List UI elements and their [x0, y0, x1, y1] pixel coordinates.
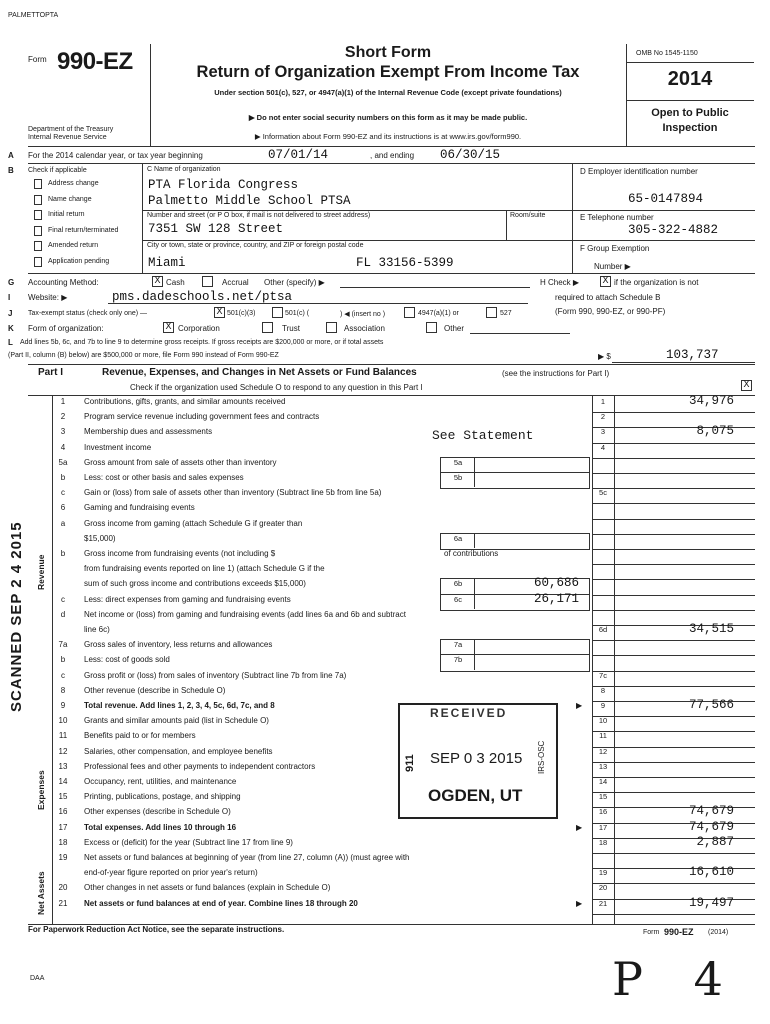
line-h-text: H Check ▶ — [540, 278, 580, 287]
row-description: Gross income from gaming (attach Schedule G if greater than — [84, 518, 303, 528]
received-stamp-city: OGDEN, UT — [428, 786, 523, 805]
ein-value: 65-0147894 — [628, 192, 704, 206]
status-4947-checkbox[interactable] — [404, 307, 415, 318]
row-number: 21 — [58, 898, 68, 908]
row-description: Total revenue. Add lines 1, 2, 3, 4, 5c, 6d, 7c, and 8 — [84, 701, 275, 710]
section-b-heading: Check if applicable — [28, 167, 87, 174]
row-number: 1 — [60, 397, 66, 406]
row-amount: 2,887 — [696, 834, 734, 849]
row-description: Program service revenue including government fees and contracts — [84, 412, 320, 422]
row-description: Net income or (loss) from gaming and fundraising events (add lines 6a and 6b and subtract — [84, 609, 406, 619]
row-description: Less: cost of goods sold — [84, 655, 170, 665]
row-description: Gross sales of inventory, less returns and allowances — [84, 640, 273, 650]
expenses-side-label: Expenses — [36, 770, 46, 810]
inner-box-number: 6b — [453, 579, 463, 589]
row-box-number: 8 — [600, 685, 606, 695]
row-description: Less: cost or other basis and sales expenses — [84, 473, 244, 482]
row-box-number: 18 — [598, 837, 608, 847]
section-b-checkbox[interactable] — [34, 210, 42, 220]
section-b-checkbox[interactable] — [34, 179, 42, 189]
row-number: 10 — [58, 716, 68, 726]
gross-receipts-amount: 103,737 — [666, 348, 719, 362]
row-box-number: 5c — [599, 488, 607, 498]
status-527-checkbox[interactable] — [486, 307, 497, 318]
other-org-checkbox[interactable] — [426, 322, 437, 333]
row-box-number: 1 — [600, 397, 606, 406]
line-a-mid: , and ending — [370, 151, 415, 160]
inner-amount: 26,171 — [534, 591, 580, 606]
row-description: Benefits paid to or for members — [84, 731, 196, 741]
row-description: Gross amount from sale of assets other than inventory — [84, 457, 277, 467]
section-b-checkbox[interactable] — [34, 257, 42, 267]
row-description: Salaries, other compensation, and employee benefits — [84, 746, 273, 756]
row-box-number: 3 — [600, 427, 606, 437]
row-number: 14 — [58, 777, 68, 786]
row-description: Grants and similar amounts paid (list in Schedule O) — [84, 716, 269, 726]
row-box-number: 6d — [598, 625, 608, 634]
row-box-number: 21 — [598, 898, 608, 908]
row-description: Investment income — [84, 442, 152, 452]
city-label: City or town, state or province, country, and ZIP or foreign postal code — [147, 242, 364, 249]
state-zip: FL 33156-5399 — [356, 256, 454, 270]
line-l-text2: (Part II, column (B) below) are $500,000 or more, file Form 990 instead of Form 990-EZ — [8, 352, 279, 359]
city: Miami — [148, 256, 186, 270]
row-box-number: 12 — [598, 746, 608, 756]
line-h-line2: required to attach Schedule B — [555, 293, 661, 302]
row-number: 19 — [58, 853, 68, 862]
row-arrow: ▶ — [576, 822, 583, 832]
title-short: Short Form — [344, 44, 432, 61]
row-number: c — [61, 594, 65, 604]
street-address: 7351 SW 128 Street — [148, 222, 284, 236]
line-k-letter: K — [8, 324, 14, 333]
row-number: b — [60, 473, 66, 482]
row-number: c — [61, 488, 65, 498]
row-description: Gain or (loss) from sale of assets other than inventory (Subtract line 5b from line 5a) — [84, 488, 382, 498]
row-description: end-of-year figure reported on prior year's return) — [84, 868, 258, 878]
daa-mark: DAA — [30, 975, 45, 982]
status-4947-label: 4947(a)(1) or — [418, 310, 459, 317]
footer-form-year: (2014) — [708, 929, 729, 936]
row-description: Net assets or fund balances at end of year. Combine lines 18 through 20 — [84, 898, 358, 908]
group-exemption-label2: Number ▶ — [594, 262, 631, 271]
received-stamp-code: 911 — [404, 754, 416, 772]
row-number: 11 — [58, 731, 68, 741]
row-amount: 34,515 — [688, 622, 734, 636]
part1-title: Revenue, Expenses, and Changes in Net Assets or Fund Balances — [102, 367, 417, 378]
row-description: Total expenses. Add lines 10 through 16 — [84, 822, 237, 832]
row-box-number: 4 — [600, 442, 606, 452]
row-box-number: 13 — [598, 761, 608, 771]
row-box-number: 7c — [599, 670, 607, 680]
info-line: ▶ Information about Form 990-EZ and its instructions is at www.irs.gov/form990. — [254, 132, 522, 141]
website-label: Website: ▶ — [28, 293, 68, 302]
row-amount: 77,566 — [688, 698, 734, 712]
row-number: b — [60, 655, 66, 665]
row-description: Printing, publications, postage, and shipping — [84, 792, 241, 802]
row-description: Gaming and fundraising events — [84, 503, 195, 513]
ein-label: D Employer identification number — [580, 167, 698, 176]
row-amount: 19,497 — [688, 895, 734, 910]
section-b-item-label: Application pending — [48, 257, 110, 265]
status-501c-checkbox[interactable] — [272, 307, 283, 318]
row-box-number: 17 — [598, 822, 608, 832]
row-description: Other expenses (describe in Schedule O) — [84, 807, 231, 817]
inner-box-number: 5a — [453, 457, 463, 467]
org-name-label: C Name of organization — [147, 166, 221, 173]
row-number: 20 — [58, 883, 68, 893]
association-label: Association — [344, 324, 385, 333]
revenue-side-label: Revenue — [36, 554, 46, 590]
row-number: 6 — [60, 503, 66, 513]
row-description: Contributions, gifts, grants, and similar amounts received — [84, 397, 286, 406]
dept-line1: Department of the Treasury — [28, 126, 114, 133]
room-suite-label: Room/suite — [510, 212, 546, 219]
row-description: Net assets or fund balances at beginning of year (from line 27, column (A)) (must agree with — [84, 853, 410, 862]
row-number: 16 — [58, 807, 68, 817]
row-amount: 74,679 — [688, 804, 734, 819]
title-main: Return of Organization Exempt From Income Tax — [196, 63, 580, 81]
row-number: 17 — [58, 822, 68, 832]
line-k-text: Form of organization: — [28, 324, 104, 333]
accrual-checkbox[interactable] — [202, 276, 213, 287]
part1-schedule-o-checkbox[interactable]: X — [741, 380, 752, 391]
other-org-label: Other — [444, 324, 465, 333]
other-method-label: Other (specify) ▶ — [264, 278, 325, 287]
row-description: Other changes in net assets or fund balances (explain in Schedule O) — [84, 883, 331, 893]
row-number: 18 — [58, 837, 68, 847]
open-public-2: Inspection — [662, 122, 718, 134]
corporation-checkbox[interactable]: X — [163, 322, 174, 333]
row-number: d — [60, 609, 66, 619]
inner-box-number: 7a — [453, 640, 463, 650]
section-b-item-label: Amended return — [48, 242, 99, 249]
row-box-number: 19 — [598, 868, 608, 878]
line-l-text1: Add lines 5b, 6c, and 7b to line 9 to determine gross receipts. If gross receipts are $200,000 or more, or if total assets — [20, 339, 384, 346]
line-j-text: Tax-exempt status (check only one) — — [28, 310, 148, 317]
row-number: b — [60, 549, 66, 558]
row-description: from fundraising events reported on line 1) (attach Schedule G if the — [84, 564, 325, 574]
trust-label: Trust — [282, 324, 300, 333]
website-value: pms.dadeschools.net/ptsa — [112, 290, 293, 304]
status-501c3-label: 501(c)(3) — [227, 310, 256, 317]
line-h-line3: (Form 990, 990-EZ, or 990-PF) — [555, 307, 666, 316]
row-description: Gross income from fundraising events (not including $ — [84, 549, 276, 558]
org-name-line2: Palmetto Middle School PTSA — [148, 194, 351, 208]
ssn-warning: ▶ Do not enter social security numbers on this form as it may be made public. — [248, 113, 528, 122]
line-g-text: Accounting Method: — [28, 278, 99, 287]
row-description: Other revenue (describe in Schedule O) — [84, 685, 226, 695]
row-amount: 74,679 — [688, 819, 734, 834]
group-exemption-label: F Group Exemption — [580, 244, 650, 253]
footer-form-ref: 990-EZ — [664, 927, 694, 937]
row-description: Less: direct expenses from gaming and fundraising events — [84, 594, 291, 604]
section-b-letter: B — [8, 166, 14, 175]
phone-value: 305-322-4882 — [628, 223, 719, 237]
row-box-number: 20 — [598, 883, 608, 893]
received-stamp-date: SEP 0 3 2015 — [430, 750, 523, 767]
status-501c-label: 501(c) ( — [285, 310, 310, 317]
tax-year-begin: 07/01/14 — [268, 148, 329, 162]
inner-box-number: 6a — [453, 533, 463, 543]
line-j-letter: J — [8, 309, 13, 318]
row-description: sum of such gross income and contributions exceeds $15,000) — [84, 579, 306, 589]
handwritten-page-number: P 4 — [612, 952, 741, 1006]
line-l-letter: L — [8, 338, 13, 347]
row-box-number: 9 — [600, 701, 606, 710]
phone-label: E Telephone number — [580, 213, 654, 222]
row-description: Occupancy, rent, utilities, and maintenance — [84, 777, 237, 786]
received-stamp-side-code: IRS-OSC — [537, 740, 546, 774]
accrual-label: Accrual — [222, 278, 249, 287]
part1-label: Part I — [38, 367, 64, 378]
row-number: a — [60, 518, 66, 528]
form-number: 990-EZ — [57, 48, 133, 75]
cash-checkbox[interactable]: X — [152, 276, 163, 287]
row-number: 5a — [58, 457, 68, 467]
form-prefix: Form — [28, 55, 47, 64]
scanned-stamp: SCANNED SEP 2 4 2015 — [8, 521, 25, 712]
row-number: 3 — [60, 427, 66, 437]
part1-schedule-o-text: Check if the organization used Schedule O to respond to any question in this Part I — [130, 383, 423, 392]
footer-form-prefix: Form — [643, 929, 660, 936]
row-number: c — [61, 670, 65, 680]
row-arrow: ▶ — [576, 701, 583, 710]
row-box-number: 10 — [598, 716, 608, 726]
trust-checkbox[interactable] — [262, 322, 273, 333]
received-stamp-title: RECEIVED — [430, 706, 508, 720]
preparer-tag: PALMETTOPTA — [8, 12, 59, 19]
row-number: 12 — [58, 746, 68, 756]
row-amount: 34,976 — [688, 394, 734, 408]
paperwork-notice: For Paperwork Reduction Act Notice, see the separate instructions. — [28, 925, 285, 934]
status-527-label: 527 — [500, 310, 512, 317]
section-b-checkbox[interactable] — [34, 241, 42, 251]
section-b-item-label: Initial return — [48, 211, 85, 218]
status-501c-insert: ) ◀ (insert no ) — [340, 311, 386, 318]
row-box-number: 11 — [599, 731, 607, 741]
section-b-checkbox[interactable] — [34, 226, 42, 236]
section-b-item-label: Final return/terminated — [48, 226, 119, 234]
line-i-letter: I — [8, 293, 11, 302]
row-number: 8 — [60, 685, 66, 695]
omb-number: OMB No 1545-1150 — [636, 50, 698, 57]
status-501c3-checkbox[interactable]: X — [214, 307, 225, 318]
see-statement: See Statement — [432, 428, 534, 443]
row-box-number: 15 — [598, 792, 608, 802]
row-box-number: 16 — [598, 807, 608, 817]
row-number: 13 — [58, 761, 68, 771]
row-description: line 6c) — [84, 625, 110, 634]
row-number: 7a — [58, 640, 68, 650]
row-description: Membership dues and assessments — [84, 427, 213, 437]
row-description: Professional fees and other payments to independent contractors — [84, 761, 316, 771]
row-description: Gross profit or (loss) from sales of inventory (Subtract line 7b from line 7a) — [84, 670, 347, 680]
row-number: 15 — [58, 792, 68, 802]
schedule-b-checkbox[interactable]: X — [600, 276, 611, 287]
dept-line2: Internal Revenue Service — [28, 134, 107, 141]
inner-box-number: 7b — [453, 655, 463, 665]
org-name-line1: PTA Florida Congress — [148, 178, 299, 192]
inner-box-number: 5b — [453, 473, 463, 482]
row-arrow: ▶ — [576, 898, 583, 908]
line-g-letter: G — [8, 278, 15, 287]
section-b-item-label: Address change — [48, 180, 99, 187]
row-box-number: 2 — [600, 412, 606, 422]
row-description: $15,000) — [84, 533, 116, 543]
row-description-suffix: of contributions — [444, 549, 499, 558]
row-number: 4 — [60, 442, 66, 452]
net-assets-side-label: Net Assets — [36, 871, 46, 915]
line-l-arrow: ▶ $ — [598, 352, 611, 361]
part1-title-suffix: (see the instructions for Part I) — [502, 369, 610, 378]
line-a-letter: A — [8, 151, 14, 160]
row-box-number: 14 — [598, 777, 608, 786]
inner-amount: 60,686 — [534, 576, 580, 591]
row-description: Excess or (deficit) for the year (Subtract line 17 from line 9) — [84, 837, 293, 847]
section-b-checkbox[interactable] — [34, 195, 42, 205]
section-b-item-label: Name change — [48, 195, 92, 203]
association-checkbox[interactable] — [326, 322, 337, 333]
row-amount: 16,610 — [688, 865, 734, 880]
row-number: 9 — [60, 701, 66, 710]
line-h-text2: if the organization is not — [614, 278, 699, 287]
corporation-label: Corporation — [178, 324, 220, 333]
subtitle: Under section 501(c), 527, or 4947(a)(1) of the Internal Revenue Code (except private foundations) — [214, 88, 562, 97]
street-label: Number and street (or P O box, if mail is not delivered to street address) — [147, 212, 371, 219]
tax-year: 2014 — [667, 68, 713, 90]
inner-box-number: 6c — [454, 594, 462, 604]
tax-year-end: 06/30/15 — [440, 148, 501, 162]
cash-label: Cash — [166, 278, 185, 287]
row-amount: 8,075 — [696, 424, 734, 439]
row-number: 2 — [60, 412, 66, 422]
open-public-1: Open to Public — [651, 107, 729, 119]
line-a-text: For the 2014 calendar year, or tax year beginning — [28, 151, 203, 160]
